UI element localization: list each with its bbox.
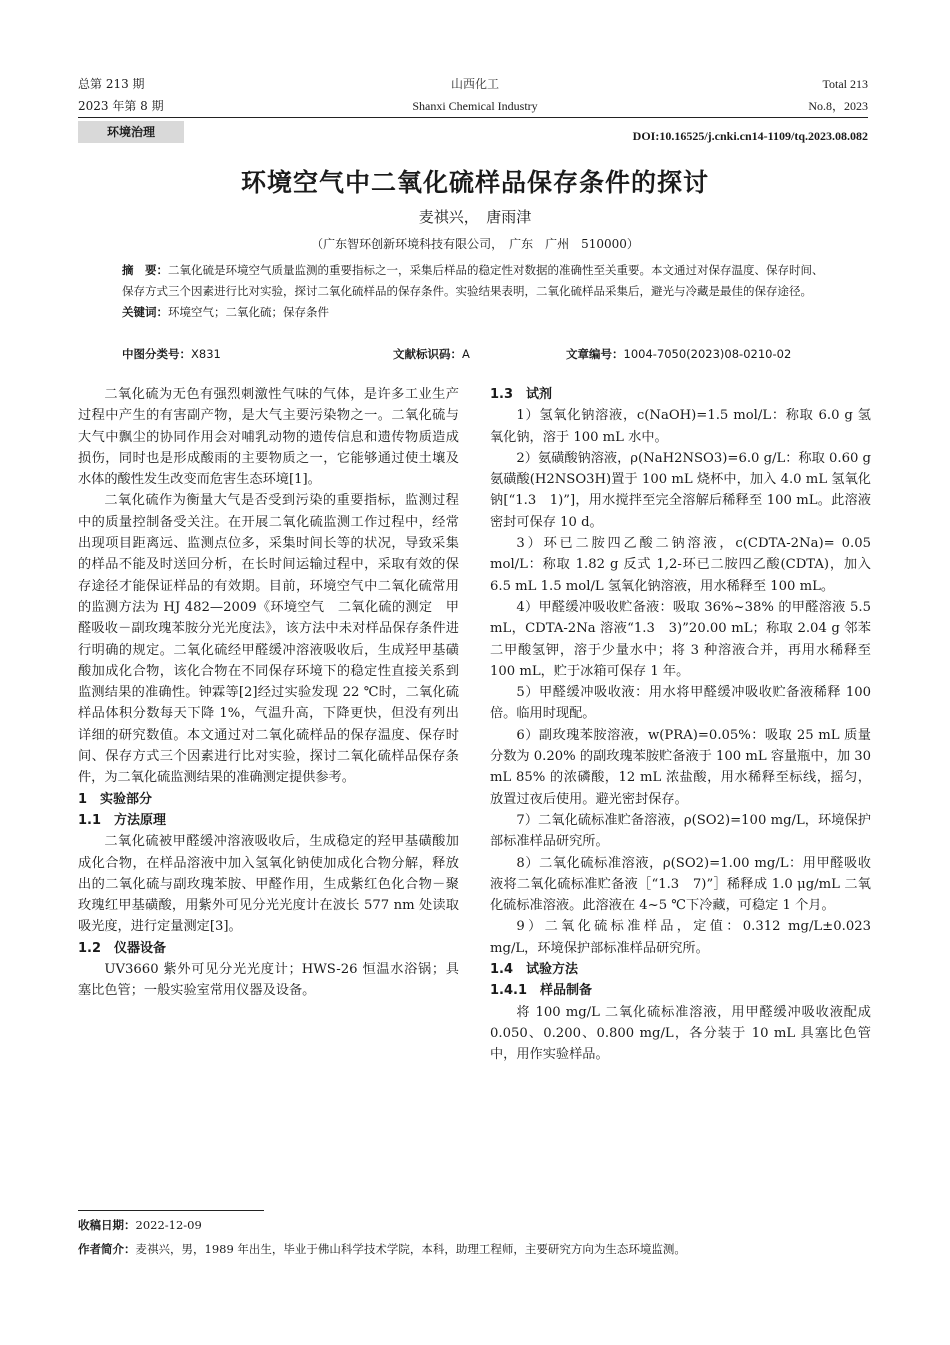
paragraph: 二氧化硫被甲醛缓冲溶液吸收后，生成稳定的羟甲基磺酸加成化合物，在样品溶液中加入氢氧化钠使加成化合物分解，释放出的二氧化硫与副玫瑰苯胺、甲醛作用，生成紫红色化合物－聚玫瑰红甲基磺酸，用紫外可见分光光度计在波长 577 nm 处读取吸光度，进行定量测定[3]。 — [78, 834, 459, 935]
journal-number-en: No.8，2023 — [808, 99, 868, 113]
abstract — [122, 260, 827, 302]
article-title: 环境空气中二氧化硫样品保存条件的探讨 — [240, 168, 709, 197]
paragraph: 将 100 mg/L 二氧化硫标准溶液，用甲醛缓冲吸收液配成 0.050、0.200、0.800 mg/L，各分装于 10 mL 具塞比色管中，用作实验样品。 — [490, 1004, 871, 1063]
subsection-heading: 1.4 试验方法 — [490, 962, 579, 978]
footnote-rule — [78, 1210, 264, 1211]
journal-issue-total: 总第 213 期 — [78, 77, 145, 91]
authors: 麦祺兴， 唐雨津 — [418, 208, 532, 226]
subsection-heading: 1.3 试剂 — [490, 387, 553, 402]
received-date: 收稿日期：2022-12-09 — [78, 1218, 202, 1232]
paragraph: 9）二氧化硫标准样品，定值：0.312 mg/L±0.023 mg/L，环境保护部标准样品研究所。 — [490, 919, 871, 956]
header-rule — [78, 117, 868, 118]
paragraph: 2）氨磺酸钠溶液，ρ(NaH2NSO3)=6.0 g/L：称取 0.60 g 氨磺酸(H2NSO3H)置于 100 mL 烧杯中，加入 4.0 mL 氢氧化钠[“1.3 1)”]，用水搅拌至完全溶解后稀释至 100 mL。此溶液密封可保存 10 d。 — [490, 450, 871, 530]
abstract-block — [122, 260, 827, 323]
document-code: 文献标识码：A — [393, 347, 470, 361]
article-number: 文章编号：1004-7050(2023)08-0210-02 — [566, 347, 792, 361]
subsubsection-heading: 1.4.1 样品制备 — [490, 983, 593, 999]
affiliation: （广东智环创新环境科技有限公司， 广东 广州 510000） — [311, 237, 639, 251]
subsection-heading: 1.1 方法原理 — [78, 812, 167, 828]
keywords-text: 环境空气；二氧化硫；保存条件 — [168, 305, 329, 319]
abstract-label: 摘 要： — [122, 263, 168, 277]
clc-number: 中图分类号：X831 — [122, 347, 221, 361]
paragraph: 二氧化硫作为衡量大气是否受到污染的重要指标，监测过程中的质量控制备受关注。在开展二氧化硫监测工作过程中，经常出现项目距离远、监测点位多，采集时间长等的状况，导致采集的样品不能及时送回分析，在长时间运输过程中，采取有效的保存途径才能保证样品的有效期。目前，环境空气中二氧化硫常用的监测方法为 HJ 482—2009《环境空气 二氧化硫的测定 甲醛吸收－副玫瑰苯胺分光光度法》，该方法中未对样品保存条件进行明确的规定。二氧化硫经甲醛缓冲溶液吸收后，生成羟甲基磺酸加成化合物，该化合物在不同保存环境下的稳定性直接关系到监测结果的准确性。钟霖等[2]经过实验发现 22 ℃时，二氧化硫样品体积分数每天下降 1%，气温升高，下降更快，但没有列出详细的研究数值。本文通过对二氧化硫样品的保存温度、保存时间、保存方式三个因素进行比对实验，探讨二氧化硫样品保存条件，为二氧化硫监测结果的准确测定提供参考。 — [78, 493, 459, 786]
section-heading: 1 实验部分 — [78, 791, 153, 807]
journal-name-cn: 山西化工 — [450, 77, 499, 91]
journal-issue-year: 2023 年第 8 期 — [78, 99, 164, 113]
author-bio: 作者简介：麦祺兴，男，1989 年出生，毕业于佛山科学技术学院，本科，助理工程师，主要研究方向为生态环境监测。 — [78, 1242, 686, 1256]
journal-name-en: Shanxi Chemical Industry — [412, 99, 538, 113]
doi[interactable]: DOI:10.16525/j.cnki.cn14-1109/tq.2023.08.082 — [632, 129, 868, 143]
keywords-label: 关键词： — [122, 305, 168, 319]
paragraph: 5）甲醛缓冲吸收液：用水将甲醛缓冲吸收贮备液稀释 100 倍。临用时现配。 — [490, 685, 871, 722]
paragraph: 二氧化硫为无色有强烈刺激性气味的气体，是许多工业生产过程中产生的有害副产物，是大气主要污染物之一。二氧化硫与大气中飘尘的协同作用会对哺乳动物的遗传信息和遗传物质造成损伤，同时也是形成酸雨的主要物质之一，它能够通过使土壤及水体的酸性发生改变而危害生态环境[1]。 — [78, 387, 459, 488]
paragraph: 1）氢氧化钠溶液，c(NaOH)=1.5 mol/L：称取 6.0 g 氢氧化钠，溶于 100 mL 水中。 — [490, 408, 871, 445]
abstract-text: 二氧化硫是环境空气质量监测的重要指标之一，采集后样品的稳定性对数据的准确性至关重要。本文通过对保存温度、保存时间、保存方式三个因素进行比对实验，探讨二氧化硫样品的保存条件。实验结果表明，二氧化硫样品采集后，避光与冷藏是最佳的保存途径。 — [122, 263, 824, 298]
paragraph: 8）二氧化硫标准溶液，ρ(SO2)=1.00 mg/L：用甲醛吸收液将二氧化硫标准贮备液［“1.3 7)”］稀释成 1.0 μg/mL 二氧化硫标准溶液。此溶液在 4~5 ℃下冷藏，可稳定 1 个月。 — [490, 855, 871, 914]
left-column — [78, 384, 459, 1002]
paragraph: 4）甲醛缓冲吸收贮备液：吸取 36%~38% 的甲醛溶液 5.5 mL，CDTA-2Na 溶液“1.3 3)”20.00 mL；称取 2.04 g 邻苯二甲酸氢钾，溶于少量水中；将 3 种溶液合并，再用水稀释至 100 mL，贮于冰箱可保存 1 年。 — [490, 599, 871, 679]
right-column — [490, 384, 871, 1066]
paragraph: UV3660 紫外可见分光光度计；HWS-26 恒温水浴锅；具塞比色管；一般实验室常用仪器及设备。 — [78, 962, 459, 999]
paragraph: 6）副玫瑰苯胺溶液，w(PRA)=0.05%：吸取 25 mL 质量分数为 0.20% 的副玫瑰苯胺贮备液于 100 mL 容量瓶中，加 30 mL 85% 的浓磷酸，12 mL 浓盐酸，用水稀释至标线，摇匀，放置过夜后使用。避光密封保存。 — [490, 727, 871, 807]
keywords — [122, 302, 827, 323]
section-tag: 环境治理 — [78, 121, 184, 143]
paragraph: 3）环已二胺四乙酸二钠溶液，c(CDTA-2Na)= 0.05 mol/L：称取 1.82 g 反式 1,2-环已二胺四乙酸(CDTA)，加入 6.5 mL 1.5 mol/L 氢氧化钠溶液，用水稀释至 100 mL。 — [490, 536, 871, 594]
subsection-heading: 1.2 仪器设备 — [78, 940, 167, 956]
journal-total-en: Total 213 — [822, 77, 868, 91]
paragraph: 7）二氧化硫标准贮备溶液，ρ(SO2)=100 mg/L，环境保护部标准样品研究所。 — [490, 812, 871, 850]
